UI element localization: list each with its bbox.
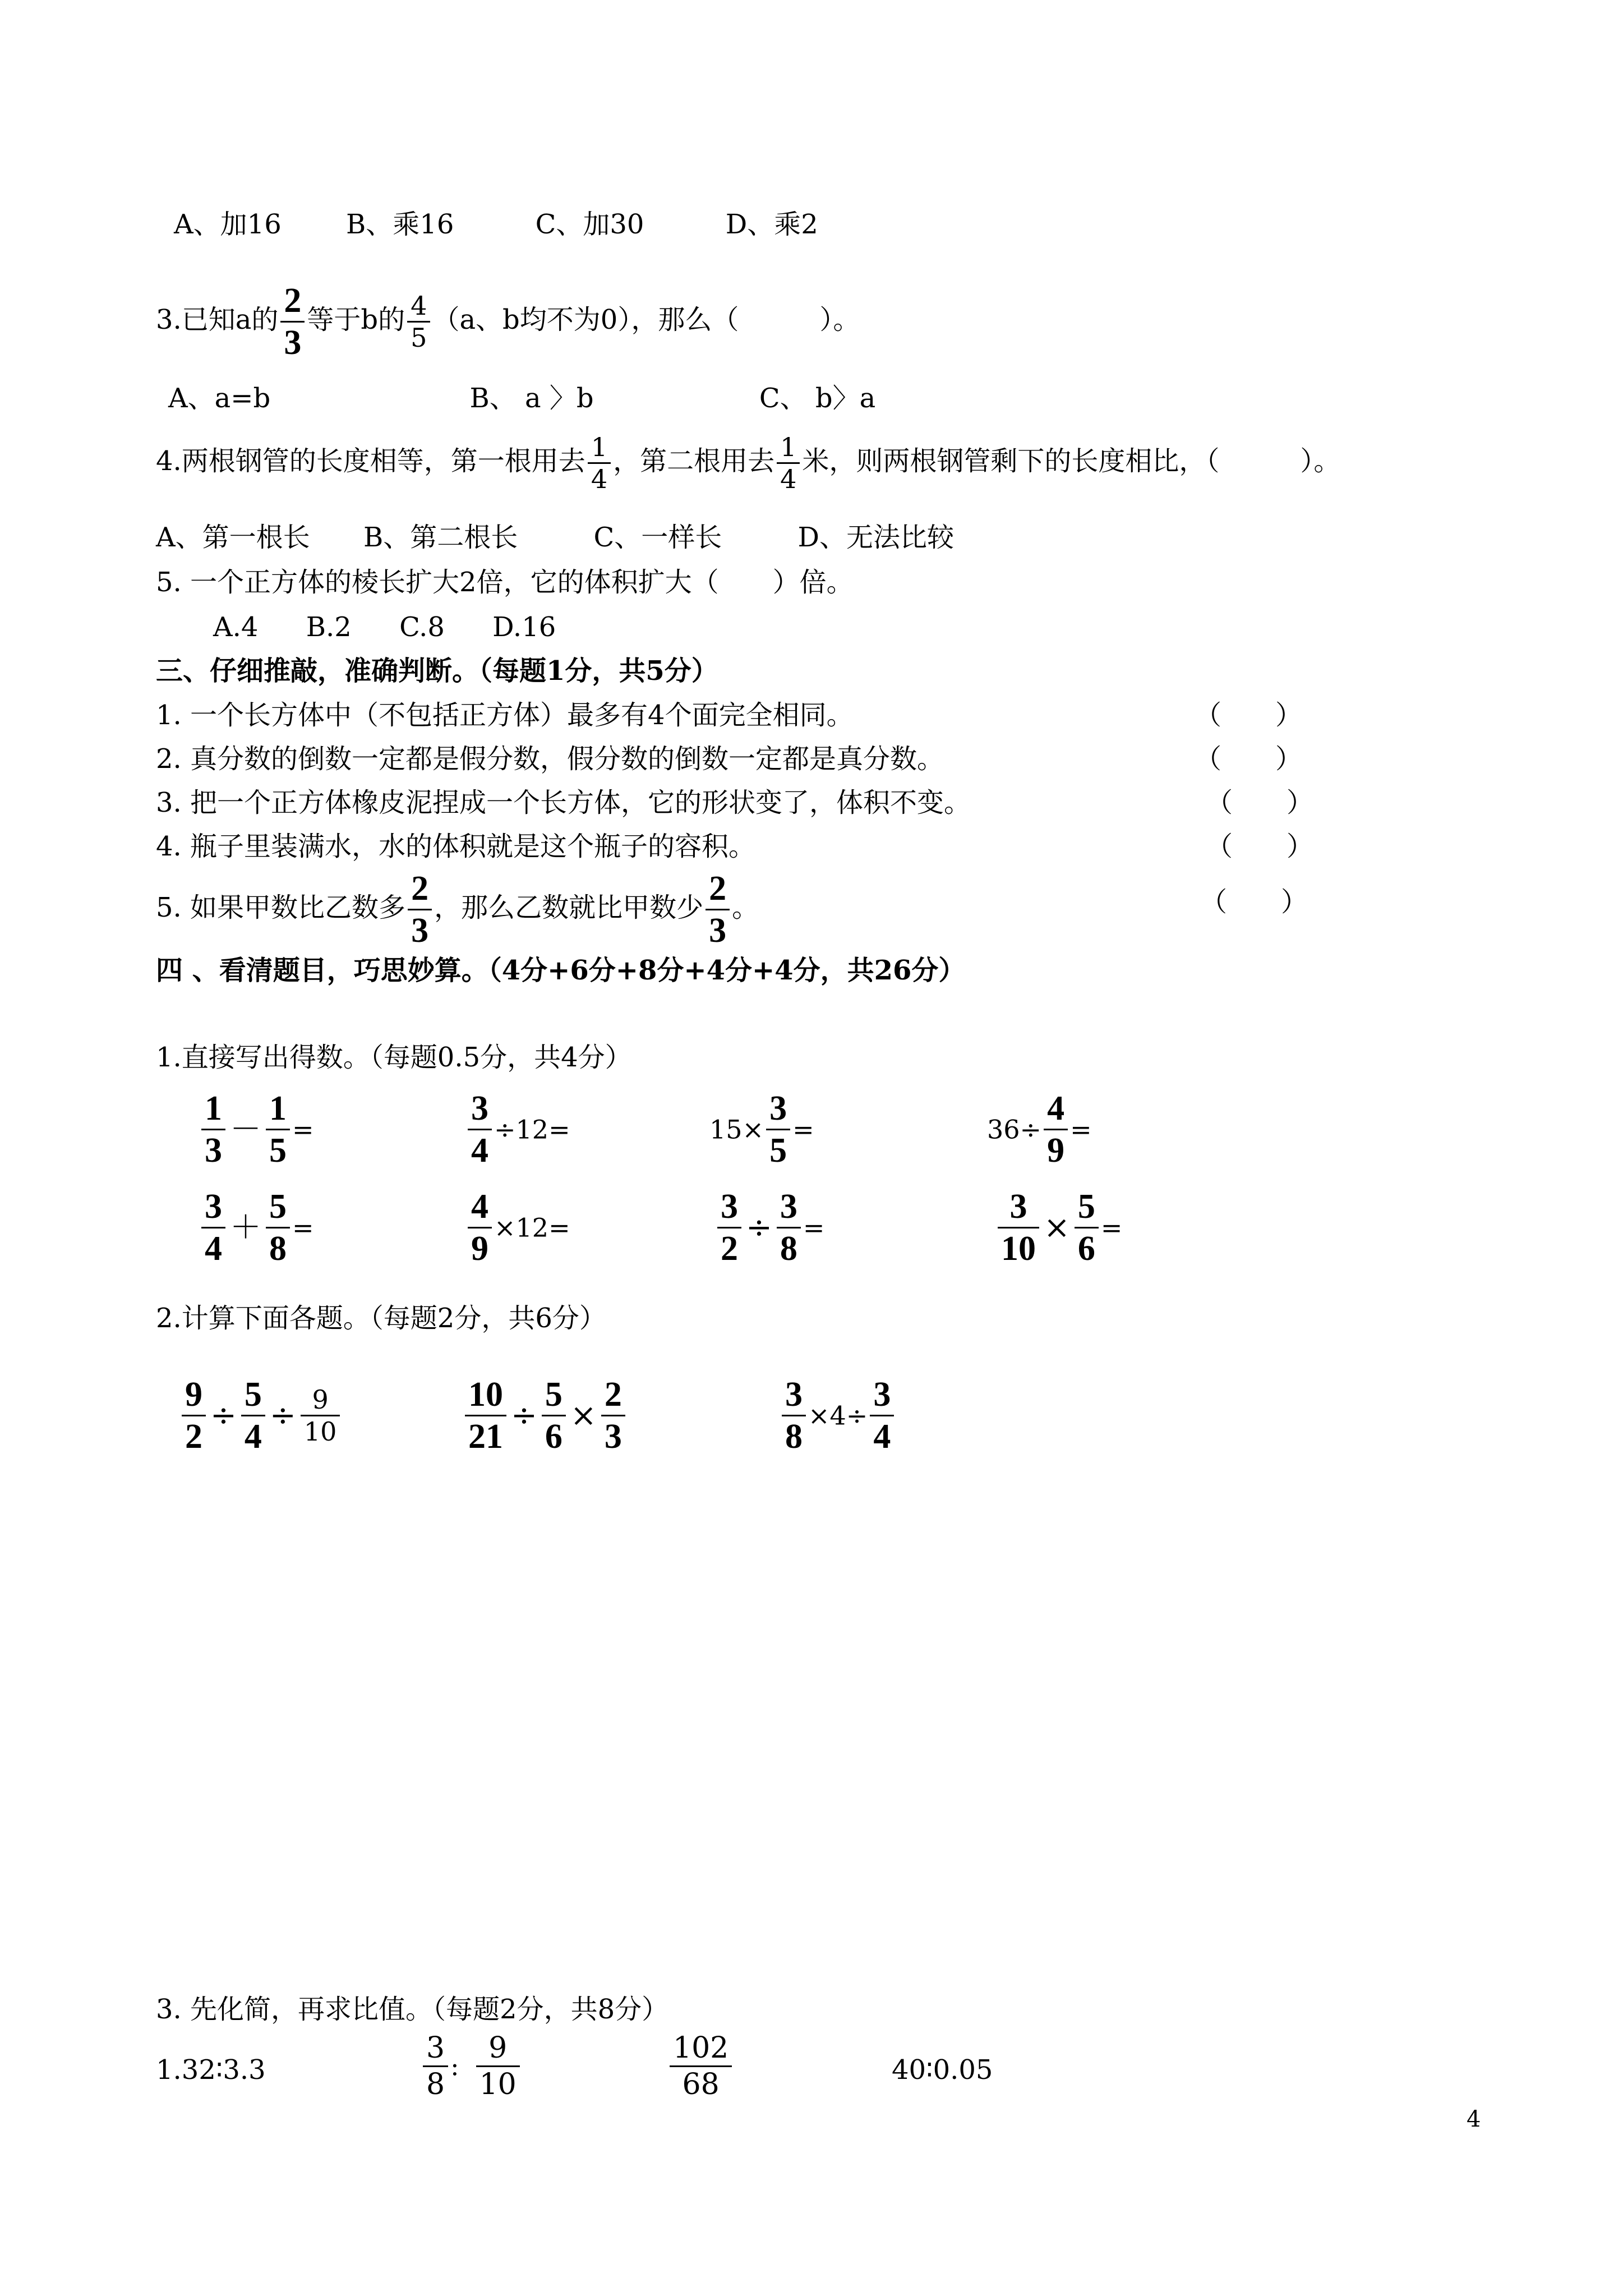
fraction: $\frac{2}{3}$ xyxy=(601,1374,625,1457)
calc2-c: $\frac{3}{8}$ ×4÷ $\frac{3}{4}$ xyxy=(780,1374,896,1457)
answer-paren-2: （ ） xyxy=(1195,743,1303,775)
fraction: $\frac{1}{5}$ xyxy=(266,1088,290,1171)
fraction: $\frac{4}{9}$ xyxy=(1044,1088,1068,1171)
answer-paren-5: （ ） xyxy=(1200,886,1308,918)
calc1-r2d: $\frac{3}{10}$ × $\frac{5}{6}$ = xyxy=(995,1186,1122,1269)
q4-mid: ，第二根用去 xyxy=(613,445,775,477)
fraction: $\frac{3}{2}$ xyxy=(717,1186,741,1269)
q5-options xyxy=(213,610,556,644)
option-a: A.4 xyxy=(213,611,259,643)
calc1-r2b: $\frac{4}{9}$ ×12= xyxy=(465,1186,570,1269)
fraction: $\frac{3}{4}$ xyxy=(468,1088,492,1171)
calc1-r1c: 15× $\frac{3}{5}$ = xyxy=(709,1089,814,1170)
fraction: $\frac{5}{6}$ xyxy=(1075,1186,1099,1269)
page-number: 4 xyxy=(1467,2106,1481,2132)
option-c: C、加30 xyxy=(535,209,644,240)
fraction: $\frac{102}{68}$ xyxy=(670,2031,732,2102)
calc1-r2c: $\frac{3}{2}$ ÷ $\frac{3}{8}$ = xyxy=(715,1186,824,1269)
judge-item-2: 2. 真分数的倒数一定都是假分数，假分数的倒数一定都是真分数。 xyxy=(156,743,944,775)
question-3 xyxy=(156,280,860,363)
q4-options xyxy=(156,521,954,554)
option-c: C.8 xyxy=(399,611,445,643)
option-d: D.16 xyxy=(492,611,556,643)
q4-prefix: 4.两根钢管的长度相等，第一根用去 xyxy=(156,445,585,477)
fraction: $\frac{1}{4}$ xyxy=(777,432,800,494)
fraction: $\frac{9}{10}$ xyxy=(301,1384,340,1447)
fraction: $\frac{5}{6}$ xyxy=(542,1374,566,1457)
option-b: B、 a 〉b xyxy=(469,383,594,414)
fraction: $\frac{3}{8}$ xyxy=(777,1186,801,1269)
option-c: C、一样长 xyxy=(593,522,722,553)
fraction: $\frac{3}{8}$ xyxy=(423,2031,448,2102)
fraction: $\frac{1}{3}$ xyxy=(201,1088,225,1171)
prev-question-options xyxy=(174,208,818,241)
fraction: $\frac{10}{21}$ xyxy=(465,1374,506,1457)
judge-item-4: 4. 瓶子里装满水，水的体积就是这个瓶子的容积。 xyxy=(156,831,756,862)
question-5: 5. 一个正方体的棱长扩大2倍，它的体积扩大（ ）倍。 xyxy=(156,567,854,598)
option-b: B.2 xyxy=(306,611,352,643)
ratio-a: 1.32∶3.3 xyxy=(156,2054,266,2086)
calc1-r2a: $\frac{3}{4}$ ＋ $\frac{5}{8}$ = xyxy=(199,1186,314,1269)
q3-prefix: 3.已知a的 xyxy=(156,304,279,335)
section-3-title: 三、仔细推敲，准确判断。（每题1分，共5分） xyxy=(156,655,718,687)
q3-options xyxy=(168,381,875,415)
q4-suffix: 米，则两根钢管剩下的长度相比，（ ）。 xyxy=(802,445,1341,477)
answer-paren-1: （ ） xyxy=(1195,700,1303,731)
section-4-sub2: 2.计算下面各题。（每题2分，共6分） xyxy=(156,1303,606,1334)
fraction: $\frac{4}{5}$ xyxy=(407,291,430,353)
fraction: $\frac{3}{8}$ xyxy=(782,1374,806,1457)
option-a: A、加16 xyxy=(174,209,282,240)
option-d: D、乘2 xyxy=(725,209,818,240)
option-b: B、第二根长 xyxy=(363,522,518,553)
fraction: $\frac{1}{4}$ xyxy=(588,432,611,494)
calc2-a: $\frac{9}{2}$ ÷ $\frac{5}{4}$ ÷ $\frac{9}{10}$ xyxy=(179,1374,342,1457)
fraction: $\frac{9}{10}$ xyxy=(476,2031,520,2102)
fraction: $\frac{3}{5}$ xyxy=(766,1088,790,1171)
fraction: $\frac{2}{3}$ xyxy=(408,868,432,951)
option-b: B、乘16 xyxy=(346,209,454,240)
calc1-r1b: $\frac{3}{4}$ ÷12= xyxy=(465,1088,570,1171)
q3-mid: 等于b的 xyxy=(307,304,405,335)
section-4-sub3: 3. 先化简，再求比值。（每题2分，共8分） xyxy=(156,1994,669,2025)
option-a: A、第一根长 xyxy=(156,522,310,553)
section-4-title: 四 、看清题目，巧思妙算。（4分+6分+8分+4分+4分，共26分） xyxy=(156,955,966,986)
fraction: $\frac{3}{4}$ xyxy=(201,1186,225,1269)
fraction: $\frac{2}{3}$ xyxy=(280,280,305,363)
ratio-d: 40∶0.05 xyxy=(892,2054,993,2086)
ratio-c xyxy=(667,2031,734,2102)
calc1-r1a: $\frac{1}{3}$ － $\frac{1}{5}$ = xyxy=(199,1088,314,1171)
calc1-r1d: 36÷ $\frac{4}{9}$ = xyxy=(987,1089,1092,1170)
q3-suffix: （a、b均不为0），那么（ ）。 xyxy=(432,304,860,335)
fraction: $\frac{5}{8}$ xyxy=(266,1186,290,1269)
option-c: C、 b〉a xyxy=(759,383,876,414)
judge-item-3: 3. 把一个正方体橡皮泥捏成一个长方体，它的形状变了，体积不变。 xyxy=(156,787,971,818)
judge-item-1: 1. 一个长方体中（不包括正方体）最多有4个面完全相同。 xyxy=(156,700,854,731)
answer-paren-4: （ ） xyxy=(1206,831,1314,862)
fraction: $\frac{2}{3}$ xyxy=(706,868,730,951)
ratio-b: $\frac{3}{8}$ : $\frac{9}{10}$ xyxy=(421,2031,522,2102)
question-4 xyxy=(156,432,1340,494)
option-a: A、a=b xyxy=(168,383,271,414)
fraction: $\frac{3}{10}$ xyxy=(998,1186,1039,1269)
judge-item-5: 5. 如果甲数比乙数多 $\frac{2}{3}$ ，那么乙数就比甲数少 $\frac{2}{3}$ 。 xyxy=(156,869,759,950)
fraction: $\frac{5}{4}$ xyxy=(241,1374,265,1457)
fraction: $\frac{4}{9}$ xyxy=(468,1186,492,1269)
calc2-b: $\frac{10}{21}$ ÷ $\frac{5}{6}$ × $\frac{2}{3}$ xyxy=(463,1374,628,1457)
answer-paren-3: （ ） xyxy=(1206,787,1314,818)
section-4-sub1: 1.直接写出得数。（每题0.5分，共4分） xyxy=(156,1042,632,1073)
fraction: $\frac{9}{2}$ xyxy=(182,1374,206,1457)
option-d: D、无法比较 xyxy=(797,522,954,553)
fraction: $\frac{3}{4}$ xyxy=(870,1374,894,1457)
